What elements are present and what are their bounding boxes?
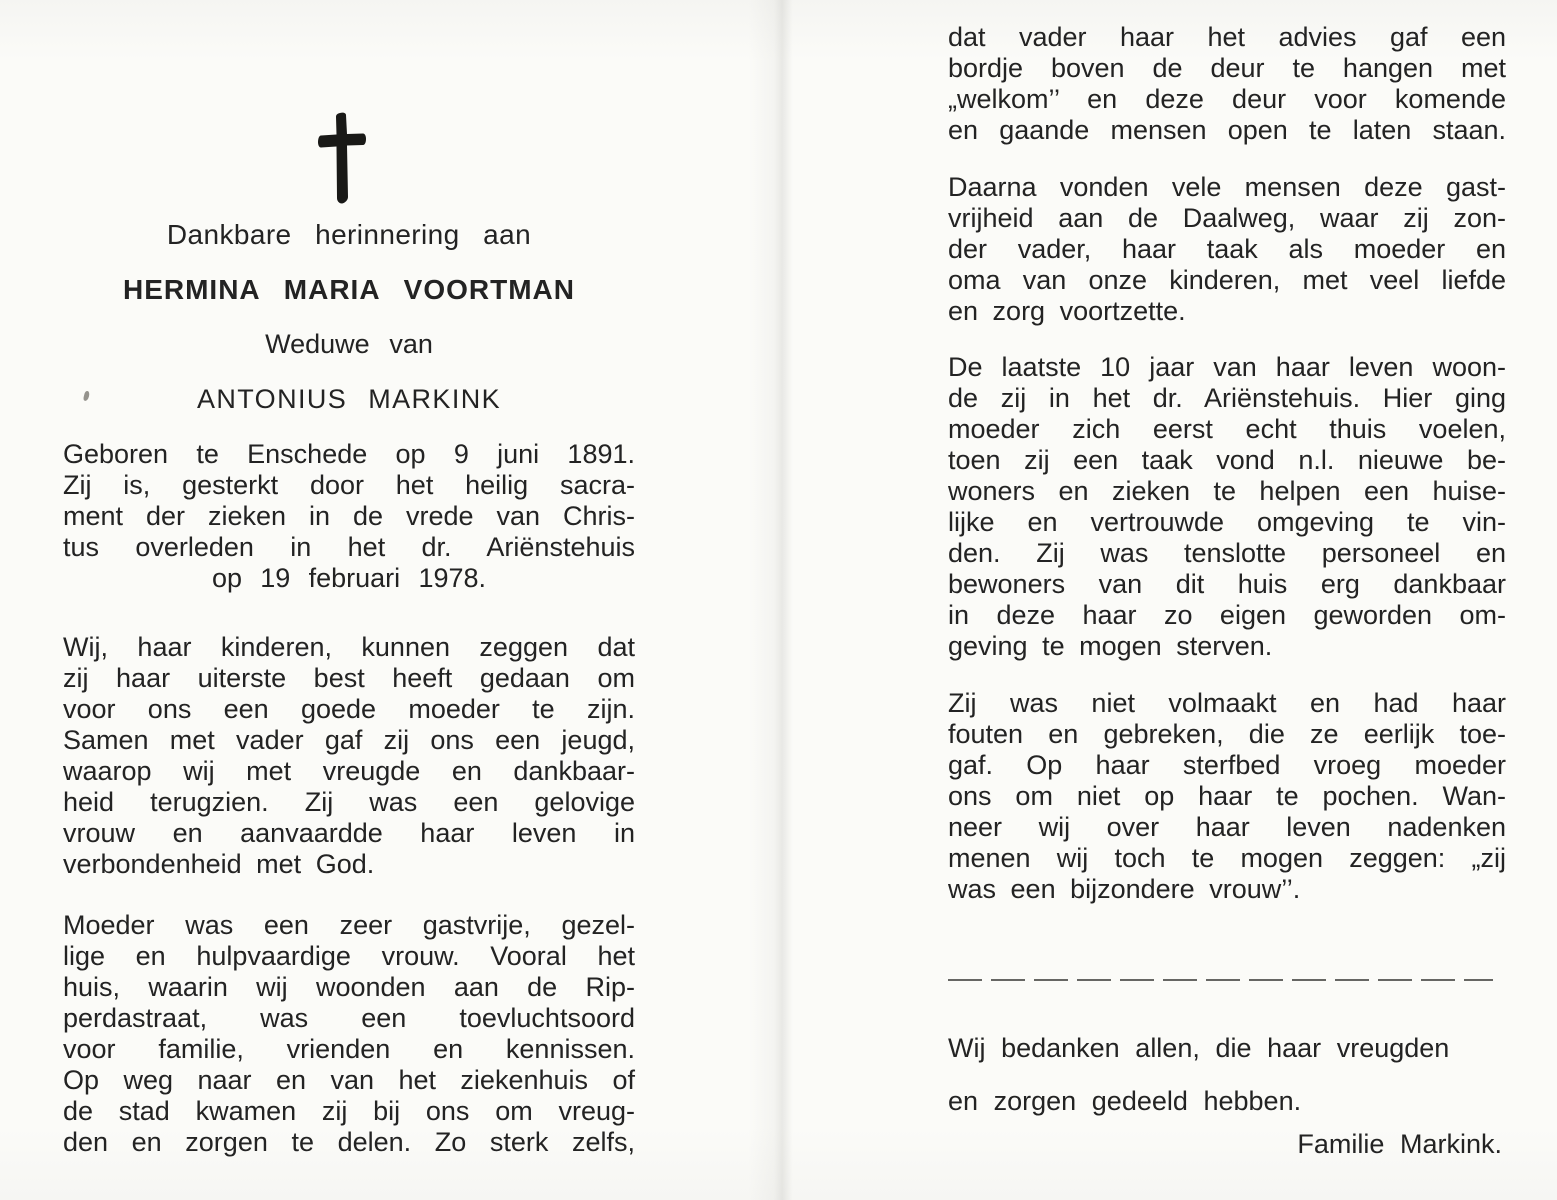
text-line: en zorgen gedeeld hebben. xyxy=(948,1086,1302,1116)
text-line: menen wij toch te mogen zeggen: „zij xyxy=(948,843,1506,873)
text-line: dat vader haar het advies gaf een xyxy=(948,22,1506,52)
paragraph-welcome-sign xyxy=(948,22,1506,146)
divider-dashed-line xyxy=(948,979,1493,981)
text-line: fouten en gebreken, die ze eerlijk toe- xyxy=(948,719,1506,749)
paragraph-daalweg xyxy=(948,172,1506,327)
page-fold xyxy=(748,0,810,1200)
text-line: en zorg voortzette. xyxy=(948,296,1186,326)
left-page xyxy=(63,0,635,1158)
text-line: den. Zij was tenslotte personeel en xyxy=(948,538,1506,568)
text-line: neer wij over haar leven nadenken xyxy=(948,812,1506,842)
text-line: oma van onze kinderen, met veel liefde xyxy=(948,265,1506,295)
text-line: zij haar uiterste best heeft gedaan om xyxy=(63,663,635,693)
husband-name: ANTONIUS MARKINK xyxy=(196,384,502,414)
right-page xyxy=(948,0,1506,1160)
text-line: huis, waarin wij woonden aan de Rip- xyxy=(63,972,635,1002)
text-line: in deze haar zo eigen geworden om- xyxy=(948,600,1506,630)
paragraph-birth-death xyxy=(63,439,635,594)
text-line: vrijheid aan de Daalweg, waar zij zon- xyxy=(948,203,1506,233)
paragraph-hospitality xyxy=(63,910,635,1158)
text-line: Wij bedanken allen, die haar vreugden xyxy=(948,1033,1450,1063)
text-line: tus overleden in het dr. Ariënstehuis xyxy=(63,532,635,562)
text-line: heid terugzien. Zij was een gelovige xyxy=(63,787,635,817)
text-line: vrouw en aanvaardde haar leven in xyxy=(63,818,635,848)
text-line: Samen met vader gaf zij ons een jeugd, xyxy=(63,725,635,755)
text-line: voor ons een goede moeder te zijn. xyxy=(63,694,635,724)
family-signature: Familie Markink. xyxy=(1297,1129,1502,1159)
text-line: bordje boven de deur te hangen met xyxy=(948,53,1506,83)
text-line: was een bijzondere vrouw’’. xyxy=(948,874,1301,904)
paragraph-arienstehuis xyxy=(948,352,1506,662)
dedication-line: Dankbare herinnering aan xyxy=(166,219,532,250)
text-line: toen zij een taak vond n.l. nieuwe be- xyxy=(948,445,1506,475)
text-line: Daarna vonden vele mensen deze gast- xyxy=(948,172,1506,202)
text-line: de zij in het dr. Ariënstehuis. Hier ging xyxy=(948,383,1506,413)
text-line: den en zorgen te delen. Zo sterk zelfs, xyxy=(63,1127,635,1157)
text-line: Zij was niet volmaakt en had haar xyxy=(948,688,1506,718)
widow-of-line: Weduwe van xyxy=(265,329,433,359)
deceased-name: HERMINA MARIA VOORTMAN xyxy=(122,274,576,305)
text-line: ment der zieken in de vrede van Chris- xyxy=(63,501,635,531)
text-line: Wij, haar kinderen, kunnen zeggen dat xyxy=(63,632,635,662)
paragraph-children-tribute xyxy=(63,632,635,880)
text-line: lige en hulpvaardige vrouw. Vooral het xyxy=(63,941,635,971)
text-line: woners en zieken te helpen een huise- xyxy=(948,476,1506,506)
text-line: bewoners van dit huis erg dankbaar xyxy=(948,569,1506,599)
text-line: der vader, haar taak als moeder en xyxy=(948,234,1506,264)
text-line: verbondenheid met God. xyxy=(63,849,375,879)
text-line: Op weg naar en van het ziekenhuis of xyxy=(63,1065,635,1095)
text-line: lijke en vertrouwde omgeving te vin- xyxy=(948,507,1506,537)
text-line: en gaande mensen open te laten staan. xyxy=(948,115,1506,145)
text-line: Geboren te Enschede op 9 juni 1891. xyxy=(63,439,635,469)
text-line: perdastraat, was een toevluchtsoord xyxy=(63,1003,635,1033)
text-line: Zij is, gesterkt door het heilig sacra- xyxy=(63,470,635,500)
text-line: „welkom’’ en deze deur voor komende xyxy=(948,84,1506,114)
text-line: gaf. Op haar sterfbed vroeg moeder xyxy=(948,750,1506,780)
cross-icon xyxy=(63,112,635,206)
text-line: Moeder was een zeer gastvrije, gezel- xyxy=(63,910,635,940)
text-line: de stad kwamen zij bij ons om vreug- xyxy=(63,1096,635,1126)
paragraph-not-perfect xyxy=(948,688,1506,905)
text-line: ons om niet op haar te pochen. Wan- xyxy=(948,781,1506,811)
text-line: op 19 februari 1978. xyxy=(211,563,487,593)
text-line: waarop wij met vreugde en dankbaar- xyxy=(63,756,635,786)
text-line: geving te mogen sterven. xyxy=(948,631,1273,661)
text-line: voor familie, vrienden en kennissen. xyxy=(63,1034,635,1064)
text-line: moeder zich eerst echt thuis voelen, xyxy=(948,414,1506,444)
text-line: De laatste 10 jaar van haar leven woon- xyxy=(948,352,1506,382)
closing-thanks xyxy=(948,1033,1506,1117)
